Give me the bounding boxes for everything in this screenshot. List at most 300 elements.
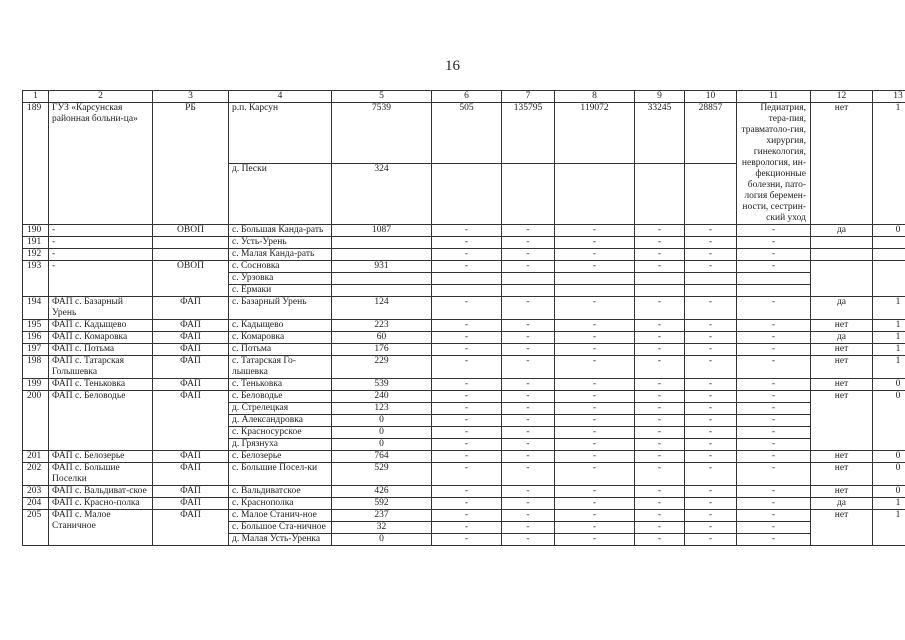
value-c10 [685, 164, 737, 225]
specialties: - [737, 225, 811, 237]
value-c13 [873, 249, 905, 261]
value-c9: - [635, 391, 685, 403]
value-c7: - [502, 391, 555, 403]
facility-name: ФАП с. Кадыщево [49, 320, 153, 332]
facility-type [153, 249, 229, 261]
settlement-name: с. Сосновка [229, 261, 332, 273]
value-c10: - [685, 427, 737, 439]
value-c13: 1 [873, 356, 905, 379]
value-c9 [635, 285, 685, 297]
value-c10: - [685, 439, 737, 451]
value-c10: - [685, 379, 737, 391]
value-c7: - [502, 498, 555, 510]
value-c10: - [685, 463, 737, 486]
specialties [737, 285, 811, 297]
specialties: - [737, 391, 811, 403]
value-c8: - [555, 463, 635, 486]
population: 237 [332, 510, 432, 522]
value-c8: - [555, 379, 635, 391]
settlement-name: с. Малая Канда-рать [229, 249, 332, 261]
facility-type: ФАП [153, 332, 229, 344]
value-c13 [873, 261, 905, 297]
column-header: 12 [811, 91, 873, 103]
table-row [23, 320, 905, 332]
value-c6: - [432, 439, 502, 451]
value-c6: - [432, 403, 502, 415]
value-c13: 1 [873, 510, 905, 546]
value-c8: - [555, 510, 635, 522]
facility-name: - [49, 261, 153, 297]
facility-name: - [49, 225, 153, 237]
population: 123 [332, 403, 432, 415]
population: 60 [332, 332, 432, 344]
value-c6: - [432, 261, 502, 273]
value-c13: 0 [873, 225, 905, 237]
value-c13: 1 [873, 498, 905, 510]
table-row [23, 237, 905, 249]
settlement-name: д. Малая Усть-Уренка [229, 534, 332, 546]
value-c10: - [685, 415, 737, 427]
value-c6: - [432, 498, 502, 510]
column-numbers-row [23, 91, 905, 103]
row-number: 201 [23, 451, 49, 463]
value-c6: - [432, 320, 502, 332]
value-c7: - [502, 225, 555, 237]
value-c10: - [685, 534, 737, 546]
table-row [23, 391, 905, 403]
settlement-name: с. Ермаки [229, 285, 332, 297]
value-c10: - [685, 510, 737, 522]
value-c13: 0 [873, 379, 905, 391]
value-c7: - [502, 344, 555, 356]
value-c7 [502, 273, 555, 285]
population [332, 273, 432, 285]
value-c6: 505 [432, 103, 502, 164]
value-c7: - [502, 427, 555, 439]
table-row [23, 225, 905, 237]
value-c10: - [685, 391, 737, 403]
row-number: 191 [23, 237, 49, 249]
population: 426 [332, 486, 432, 498]
value-c8 [555, 273, 635, 285]
specialties: - [737, 522, 811, 534]
specialties: - [737, 320, 811, 332]
settlement-name: с. Большая Канда-рать [229, 225, 332, 237]
specialties: - [737, 344, 811, 356]
specialties: - [737, 249, 811, 261]
population: 931 [332, 261, 432, 273]
value-c10: - [685, 237, 737, 249]
value-c8: - [555, 356, 635, 379]
value-c6 [432, 273, 502, 285]
facility-name: ФАП с. Вальдиват-ское [49, 486, 153, 498]
value-c8: - [555, 439, 635, 451]
specialties: - [737, 510, 811, 522]
settlement-name: с. Усть-Урень [229, 237, 332, 249]
column-header: 4 [229, 91, 332, 103]
value-c7: - [502, 297, 555, 320]
settlement-name: д. Пески [229, 164, 332, 225]
value-c6: - [432, 451, 502, 463]
value-c10: - [685, 225, 737, 237]
specialties: - [737, 451, 811, 463]
value-c7: 135795 [502, 103, 555, 164]
row-number: 194 [23, 297, 49, 320]
value-c6: - [432, 510, 502, 522]
value-c10: - [685, 522, 737, 534]
facility-name: - [49, 237, 153, 249]
value-c9: - [635, 237, 685, 249]
specialties [737, 273, 811, 285]
value-c9: 33245 [635, 103, 685, 164]
settlement-name: с. Потьма [229, 344, 332, 356]
table-row [23, 249, 905, 261]
value-c10: - [685, 332, 737, 344]
column-header: 2 [49, 91, 153, 103]
facility-type: ФАП [153, 498, 229, 510]
value-c10 [685, 285, 737, 297]
table-row [23, 261, 905, 273]
settlement-name: с. Кадыщево [229, 320, 332, 332]
row-number: 193 [23, 261, 49, 297]
population: 0 [332, 534, 432, 546]
value-c7: - [502, 261, 555, 273]
specialties: - [737, 534, 811, 546]
value-c10: - [685, 320, 737, 332]
value-c13: 1 [873, 297, 905, 320]
column-header: 8 [555, 91, 635, 103]
facility-name: ФАП с. Потьма [49, 344, 153, 356]
value-c6: - [432, 391, 502, 403]
settlement-name: д. Стрелецкая [229, 403, 332, 415]
table-row [23, 344, 905, 356]
population: 1087 [332, 225, 432, 237]
population [332, 237, 432, 249]
row-number: 202 [23, 463, 49, 486]
population: 0 [332, 427, 432, 439]
row-number: 196 [23, 332, 49, 344]
value-c9: - [635, 451, 685, 463]
specialties: - [737, 356, 811, 379]
value-c9: - [635, 534, 685, 546]
facility-type: ФАП [153, 451, 229, 463]
value-c8: - [555, 427, 635, 439]
column-header: 6 [432, 91, 502, 103]
population: 32 [332, 522, 432, 534]
value-c8: - [555, 415, 635, 427]
specialties: Педиатрия, тера-пия, травматоло-гия, хирургия, гинекология, неврология, ин-фекционные болезни, пато-логия беремен-ности, сестрин-ский уход [737, 103, 811, 225]
value-c10: - [685, 498, 737, 510]
value-c6: - [432, 415, 502, 427]
facility-name: ФАП с. Белозерье [49, 451, 153, 463]
specialties: - [737, 427, 811, 439]
value-c7: - [502, 534, 555, 546]
value-c7: - [502, 379, 555, 391]
facility-type [153, 237, 229, 249]
value-c10: - [685, 356, 737, 379]
facility-name: ФАП с. Татарская Голышевка [49, 356, 153, 379]
value-c6: - [432, 332, 502, 344]
value-c7 [502, 164, 555, 225]
value-c8: - [555, 534, 635, 546]
settlement-name: с. Беловодье [229, 391, 332, 403]
facility-name: ФАП с. Беловодье [49, 391, 153, 451]
settlement-name: с. Красносурское [229, 427, 332, 439]
value-c7: - [502, 486, 555, 498]
settlement-name: с. Вальдиватское [229, 486, 332, 498]
column-header: 5 [332, 91, 432, 103]
specialties: - [737, 261, 811, 273]
value-c12: нет [811, 391, 873, 451]
value-c7: - [502, 356, 555, 379]
facility-name: ФАП с. Большие Поселки [49, 463, 153, 486]
settlement-name: с. Большие Посел-ки [229, 463, 332, 486]
population [332, 249, 432, 261]
value-c10: - [685, 486, 737, 498]
population: 539 [332, 379, 432, 391]
table-row [23, 356, 905, 379]
value-c7: - [502, 510, 555, 522]
value-c12 [811, 261, 873, 297]
specialties: - [737, 463, 811, 486]
row-number: 192 [23, 249, 49, 261]
value-c10: - [685, 249, 737, 261]
facility-type: ОВОП [153, 225, 229, 237]
column-header: 9 [635, 91, 685, 103]
table-row [23, 486, 905, 498]
value-c10: - [685, 297, 737, 320]
value-c9: - [635, 297, 685, 320]
facility-type: ОВОП [153, 261, 229, 297]
population: 0 [332, 439, 432, 451]
population: 0 [332, 415, 432, 427]
value-c6: - [432, 344, 502, 356]
facility-name: - [49, 249, 153, 261]
facilities-table [22, 90, 905, 546]
table-row [23, 451, 905, 463]
facility-name: ГУЗ «Карсунская районная больни-ца» [49, 103, 153, 225]
settlement-name: с. Белозерье [229, 451, 332, 463]
settlement-name: д. Александровка [229, 415, 332, 427]
value-c7: - [502, 332, 555, 344]
facility-type: ФАП [153, 486, 229, 498]
facility-type: ФАП [153, 391, 229, 451]
population: 124 [332, 297, 432, 320]
value-c12: да [811, 332, 873, 344]
value-c9: - [635, 344, 685, 356]
facility-name: ФАП с. Малое Станичное [49, 510, 153, 546]
value-c12: нет [811, 356, 873, 379]
value-c8: - [555, 237, 635, 249]
column-header: 10 [685, 91, 737, 103]
value-c7: - [502, 439, 555, 451]
value-c8: - [555, 403, 635, 415]
value-c12: да [811, 225, 873, 237]
value-c9: - [635, 225, 685, 237]
population: 324 [332, 164, 432, 225]
facility-name: ФАП с. Базарный Урень [49, 297, 153, 320]
value-c8: - [555, 486, 635, 498]
value-c7: - [502, 522, 555, 534]
facility-type: ФАП [153, 344, 229, 356]
value-c8: - [555, 498, 635, 510]
value-c8 [555, 285, 635, 297]
value-c13: 0 [873, 391, 905, 451]
table-row [23, 510, 905, 522]
value-c10: 28857 [685, 103, 737, 164]
specialties: - [737, 415, 811, 427]
value-c9: - [635, 439, 685, 451]
facility-type: ФАП [153, 356, 229, 379]
population [332, 285, 432, 297]
facility-type: ФАП [153, 379, 229, 391]
value-c9: - [635, 498, 685, 510]
table-row [23, 297, 905, 320]
value-c6: - [432, 237, 502, 249]
value-c6: - [432, 486, 502, 498]
value-c10: - [685, 261, 737, 273]
value-c8: - [555, 225, 635, 237]
row-number: 205 [23, 510, 49, 546]
value-c9: - [635, 261, 685, 273]
value-c13: 1 [873, 332, 905, 344]
value-c6: - [432, 522, 502, 534]
value-c9 [635, 164, 685, 225]
settlement-name: д. Грязнуха [229, 439, 332, 451]
value-c9: - [635, 332, 685, 344]
population: 592 [332, 498, 432, 510]
value-c6: - [432, 249, 502, 261]
value-c10: - [685, 403, 737, 415]
column-header: 7 [502, 91, 555, 103]
population: 764 [332, 451, 432, 463]
population: 229 [332, 356, 432, 379]
value-c9: - [635, 320, 685, 332]
value-c6: - [432, 427, 502, 439]
value-c12: да [811, 498, 873, 510]
page-number: 16 [445, 58, 460, 74]
value-c13: 1 [873, 320, 905, 332]
value-c12: нет [811, 344, 873, 356]
value-c6: - [432, 225, 502, 237]
table-row [23, 463, 905, 486]
settlement-name: с. Малое Станич-ное [229, 510, 332, 522]
value-c7: - [502, 237, 555, 249]
row-number: 204 [23, 498, 49, 510]
value-c12: нет [811, 103, 873, 225]
settlement-name: с. Теньковка [229, 379, 332, 391]
population: 223 [332, 320, 432, 332]
specialties: - [737, 439, 811, 451]
facility-type: ФАП [153, 463, 229, 486]
value-c8: 119072 [555, 103, 635, 164]
facility-name: ФАП с. Красно-полка [49, 498, 153, 510]
value-c6: - [432, 463, 502, 486]
value-c13: 0 [873, 463, 905, 486]
value-c8: - [555, 261, 635, 273]
value-c9: - [635, 249, 685, 261]
value-c9: - [635, 522, 685, 534]
value-c12 [811, 237, 873, 249]
value-c6: - [432, 379, 502, 391]
specialties: - [737, 403, 811, 415]
value-c7: - [502, 415, 555, 427]
settlement-name: с. Татарская Го-лышевка [229, 356, 332, 379]
settlement-name: с. Комаровка [229, 332, 332, 344]
column-header: 11 [737, 91, 811, 103]
settlement-name: с. Краснополка [229, 498, 332, 510]
population: 529 [332, 463, 432, 486]
value-c13: 0 [873, 486, 905, 498]
value-c8: - [555, 344, 635, 356]
row-number: 190 [23, 225, 49, 237]
value-c12 [811, 249, 873, 261]
facility-type: ФАП [153, 510, 229, 546]
facility-name: ФАП с. Теньковка [49, 379, 153, 391]
value-c8: - [555, 332, 635, 344]
value-c8 [555, 164, 635, 225]
value-c7: - [502, 320, 555, 332]
value-c9: - [635, 510, 685, 522]
settlement-name: с. Базарный Урень [229, 297, 332, 320]
population: 176 [332, 344, 432, 356]
value-c9: - [635, 403, 685, 415]
value-c10: - [685, 344, 737, 356]
value-c13 [873, 237, 905, 249]
value-c12: нет [811, 463, 873, 486]
value-c9: - [635, 427, 685, 439]
table-row [23, 332, 905, 344]
facility-name: ФАП с. Комаровка [49, 332, 153, 344]
specialties: - [737, 498, 811, 510]
value-c7: - [502, 451, 555, 463]
row-number: 198 [23, 356, 49, 379]
value-c12: нет [811, 451, 873, 463]
value-c6 [432, 285, 502, 297]
value-c6: - [432, 534, 502, 546]
value-c10: - [685, 451, 737, 463]
row-number: 200 [23, 391, 49, 451]
population: 240 [332, 391, 432, 403]
row-number: 203 [23, 486, 49, 498]
facility-type: ФАП [153, 320, 229, 332]
facility-type: ФАП [153, 297, 229, 320]
row-number: 197 [23, 344, 49, 356]
value-c9: - [635, 463, 685, 486]
column-header: 13 [873, 91, 905, 103]
value-c13: 0 [873, 451, 905, 463]
value-c12: да [811, 297, 873, 320]
settlement-name: с. Урзовка [229, 273, 332, 285]
facility-type: РБ [153, 103, 229, 225]
table-body [23, 103, 905, 546]
value-c12: нет [811, 486, 873, 498]
row-number: 195 [23, 320, 49, 332]
table-row [23, 379, 905, 391]
value-c7 [502, 285, 555, 297]
value-c6: - [432, 297, 502, 320]
value-c7: - [502, 249, 555, 261]
value-c6 [432, 164, 502, 225]
value-c9: - [635, 486, 685, 498]
specialties: - [737, 237, 811, 249]
population: 7539 [332, 103, 432, 164]
column-header: 1 [23, 91, 49, 103]
value-c8: - [555, 320, 635, 332]
value-c7: - [502, 403, 555, 415]
value-c7: - [502, 463, 555, 486]
specialties: - [737, 297, 811, 320]
